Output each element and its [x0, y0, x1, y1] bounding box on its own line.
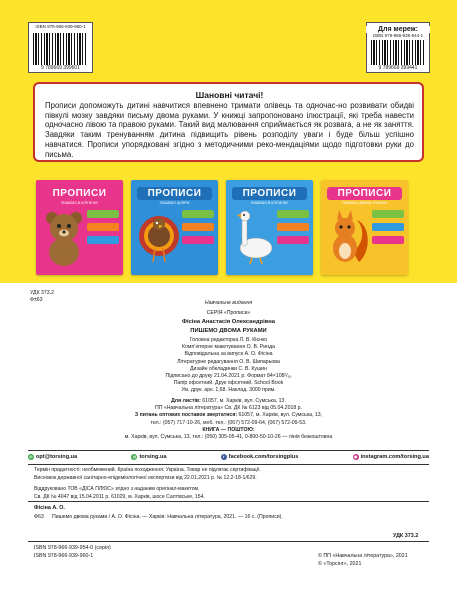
letters-address: 61057, м. Харків, вул. Сумська, 13.: [202, 398, 286, 404]
tag-label: [277, 210, 309, 218]
notice-text: Прописи допоможуть дитині навчитися впевнено тримати олівець та одночас-но розвивати обидві півкулі мозку завдяки письму двома руками. У книжці запропоновано ілюстрації, які треба навести одночасно лівою та правою руками. Такий вид малювання сприймається як розвага, а не як заняття. Завдяки таким тренуванням дитина підвищить рівень розподілу уваги і буде більш успішно навчатися. Прописи упорядковані згідно з методичними реко-мендаціями щодо підготовки руки до письма.: [45, 101, 414, 159]
credit-line: Підписано до друку 21.04.2021 р. Формат 84×108¹/₁₆: [165, 373, 292, 380]
divider: [28, 464, 429, 465]
book-cover-thumbnail: [131, 180, 218, 275]
barcode-bars: [371, 40, 425, 66]
contact-text: facebook.com/torsingplus: [228, 454, 299, 460]
book-tags: [182, 210, 214, 249]
credit-line: Комп’ютерне макетування О. В. Ринда: [182, 344, 275, 351]
isbn-block: [34, 545, 111, 560]
barcode-left: [28, 22, 93, 73]
copyright-block: [318, 553, 408, 568]
book-cover-thumbnail: [226, 180, 313, 275]
squirrel-icon: [327, 206, 371, 266]
instagram-icon: ◉: [353, 454, 358, 459]
contact-item[interactable]: [221, 454, 299, 460]
certification-line: Віддруковано ТОВ «ДІСА ПЛЮС» згідно з наданим оригінал-макетом.: [34, 486, 200, 493]
credit-line: Дизайн обкладинки С. В. Кушин: [190, 365, 267, 372]
mail-order-address: м. Харків, вул. Сумська, 13, тел.: (050) 305-05-41, 0-800-50-10-26 — лінія безкоштовна: [124, 434, 333, 441]
book-title: ПРОПИСИ: [232, 187, 307, 200]
series-line: СЕРІЯ «Прописи»: [206, 310, 251, 316]
tag-label: [372, 236, 404, 244]
credit-line: Відповідальна за випуск А. О. Фісіна: [184, 351, 273, 358]
author-full-name: Фісіна Анастасія Олександрівна: [182, 319, 275, 325]
phones-line: тел.: (057) 717-10-26, моб. тел.: (067) 572-09-64, (067) 572-09-53.: [150, 419, 307, 426]
tag-label: [182, 210, 214, 218]
book-cover-thumbnail: [321, 180, 408, 275]
udc-code: УДК 373.2: [30, 290, 55, 296]
tag-label: [372, 210, 404, 218]
divider: [28, 541, 429, 542]
contact-item[interactable]: [131, 454, 166, 460]
book-cover-thumbnail: [36, 180, 123, 275]
tag-label: [87, 223, 119, 231]
copyright-line: © «Торсінг», 2021: [318, 560, 362, 567]
divider: [28, 501, 429, 502]
contact-text: torsing.ua: [139, 454, 167, 460]
turkey-icon: [137, 206, 181, 266]
contact-text: opt@torsing.ua: [36, 454, 78, 460]
isbn-line: ISBN 978-966-939-954-0 (серія): [34, 545, 111, 551]
reader-notice-box: [33, 82, 424, 162]
barcode-right-number: 9 789669 399441: [367, 65, 429, 72]
for-networks-label: Для мереж:: [366, 26, 430, 33]
book-tags: [372, 210, 404, 249]
book-tags: [87, 210, 119, 249]
book-title: ПРОПИСИ: [42, 187, 117, 200]
book-tags: [277, 210, 309, 249]
imprint-book-title: ПИШЕМО ДВОМА РУКАМИ: [190, 328, 267, 334]
tag-label: [372, 223, 404, 231]
barcode-left-number: 9 789669 399601: [29, 65, 92, 72]
certification-line: Висновок державної санітарно-епідеміологічної експертизи від 22.01.2021 р. № 12.2-18-1/629.: [34, 474, 257, 481]
divider: [28, 450, 429, 451]
contacts-row: [28, 452, 429, 462]
isbn-line: ISBN 978-966-939-960-1: [34, 552, 94, 559]
contact-item[interactable]: [353, 454, 429, 460]
book-subtitle: ПИШЕМО ЦИФРИ: [159, 201, 190, 205]
goose-icon: [232, 206, 276, 266]
credits-block: [0, 337, 457, 395]
publisher-block: [0, 398, 457, 441]
credit-line: Головна редакторка Л. В. Кієнко: [189, 337, 268, 343]
book-title: ПРОПИСИ: [327, 187, 402, 200]
certification-block: [34, 467, 261, 501]
barcode-bars: [33, 33, 88, 65]
letters-label: Для листів:: [171, 398, 201, 404]
udc-index: Ф±63: [30, 297, 43, 303]
edition-type: Навчальне видання: [204, 300, 253, 306]
email-icon: @: [29, 454, 33, 459]
certification-line: Термін придатності: необмежений. Країна походження: Україна. Товар не підлягає сертифікації.: [34, 467, 261, 473]
notice-title: Шановні читачі!: [195, 90, 264, 100]
catalog-udc: УДК 373.2: [393, 533, 419, 539]
contact-text: instagram.com/torsing.ua: [360, 454, 429, 460]
wholesale-address: 61057, м. Харків, вул. Сумська, 13,: [238, 412, 323, 419]
tag-label: [182, 223, 214, 231]
publisher-line: ПП «Навчальна література» Св. ДК № 6123 від 05.04.2018 р.: [154, 405, 302, 412]
catalog-index: Ф63: [34, 514, 44, 520]
catalog-entry: Пишемо двома руками / А. О. Фісіна. — Харків: Навчальна література, 2021. — 16 с. (Прописи).: [52, 514, 283, 520]
barcode-left-isbn: ISBN 978-966-939-960-1: [35, 24, 86, 29]
bear-icon: [42, 206, 86, 266]
wholesale-label: З питань оптових поставок звертатися:: [134, 412, 238, 419]
book-subtitle: ПИШЕМО ДВОМА РУКАМИ: [341, 201, 387, 205]
tag-label: [87, 210, 119, 218]
credit-line: Літературне редагування О. В. Шипарьова: [177, 358, 280, 365]
barcode-right-isbn: ISBN 978-966-939-944-1: [372, 33, 424, 38]
tag-label: [87, 236, 119, 244]
book-subtitle: ПИШЕМО В КЛІТИНКУ: [60, 201, 99, 205]
tag-label: [277, 223, 309, 231]
copyright-line: © ПП «Навчальна література», 2021: [318, 553, 408, 559]
mail-order-title: КНИГА — ПОШТОЮ:: [202, 426, 255, 433]
credit-line: Ум. друк. арк. 1,68. Наклад. 3000 прим.: [181, 387, 276, 394]
globe-icon: ◎: [132, 454, 137, 459]
tag-label: [277, 236, 309, 244]
facebook-icon: f: [221, 454, 227, 460]
book-subtitle: ПИШЕМО В КЛІТИНКУ: [250, 201, 289, 205]
book-title: ПРОПИСИ: [137, 187, 212, 200]
credit-line: Папір офсетний. Друк офсетний. School Book: [173, 380, 284, 387]
tag-label: [182, 236, 214, 244]
catalog-author: Фісіна А. О.: [34, 505, 65, 511]
certification-line: Св. ДК № 4047 від 15.04.2011 р. 61029, м. Харків, шосе Салтівське, 154.: [34, 493, 205, 500]
contact-item[interactable]: [28, 454, 77, 460]
